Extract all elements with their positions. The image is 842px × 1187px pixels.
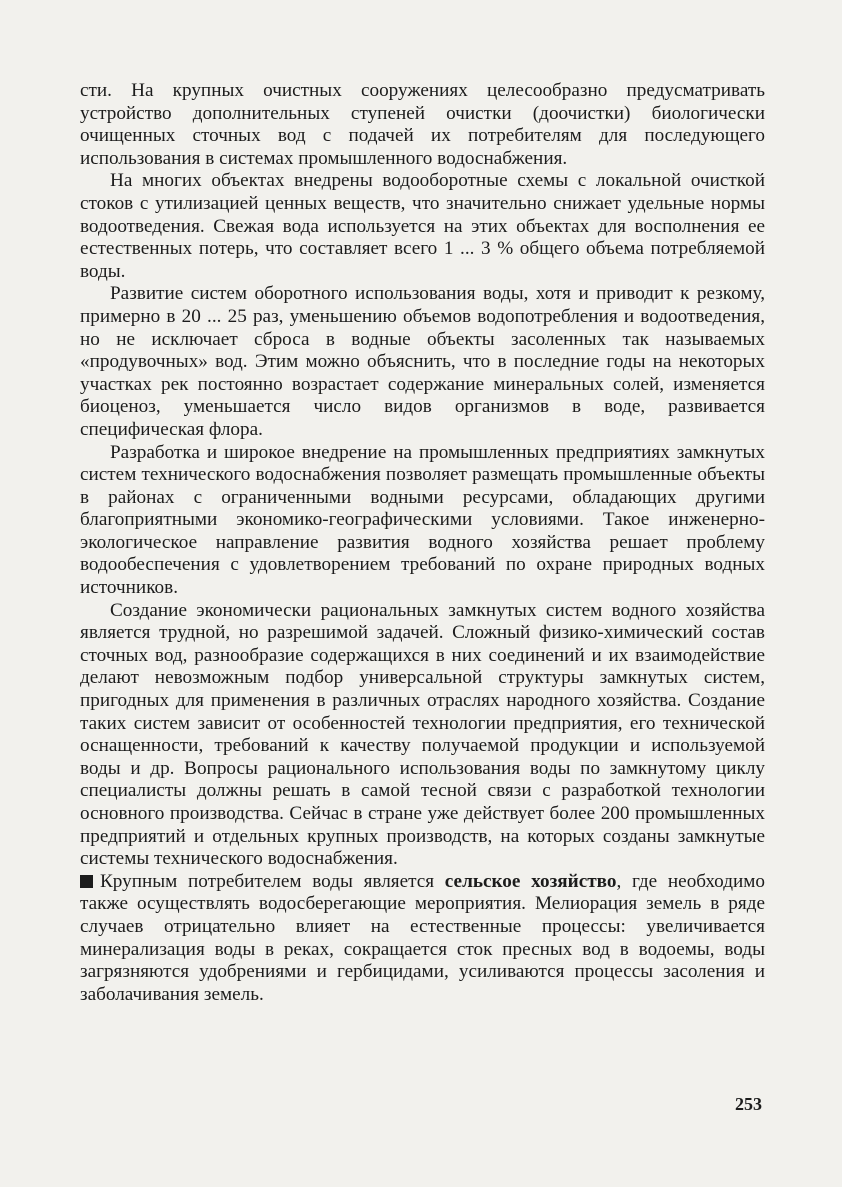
square-bullet-icon (80, 875, 93, 888)
paragraph-5: Создание экономически рациональных замкнутых систем водного хозяйства является трудной, но разрешимой задачей. Сложный физико-химический состав сточных вод, разнообразие содержащихся в них соединений и их взаимодействие делают невозможным подбор универсальной структуры замкнутых систем, пригодных для применения в различных отраслях народного хозяйства. Создание таких систем зависит от особенностей технологии предприятия, его технической оснащенности, требований к качеству получаемой продукции и используемой воды и др. Вопросы рационального использования воды по замкнутому циклу специалисты должны решать в самой тесной связи с разработкой технологии основного производства. Сейчас в стране уже действует более 200 промышленных предприятий и отдельных крупных производств, на которых созданы замкнутые системы технического водоснабжения. (80, 599, 765, 870)
paragraph-6-rest: , где необходимо также осуществлять водосберегающие мероприятия. Мелиорация земель в ряде случаев отрицательно влияет на естественные процессы: увеличивается минерализация воды в реках, сокращается сток пресных вод в водоемы, воды загрязняются удобрениями и гербицидами, усиливаются процессы засоления и заболачивания земель. (80, 870, 765, 1005)
body-text (80, 80, 765, 1006)
paragraph-3: Развитие систем оборотного использования воды, хотя и приводит к резкому, примерно в 20 ... 25 раз, уменьшению объемов водопотребления и водоотведения, но не исключает сброса в водные объекты засоленных так называемых «продувочных» вод. Этим можно объяснить, что в последние годы на некоторых участках рек постоянно возрастает содержание минеральных солей, изменяется биоценоз, уменьшается число видов организмов в воде, развивается специфическая флора. (80, 283, 765, 440)
paragraph-1: сти. На крупных очистных сооружениях целесообразно предусматривать устройство дополнительных ступеней очистки (доочистки) биологически очищенных сточных вод с подачей их потребителям для последующего использования в системах промышленного водоснабжения. (80, 80, 765, 169)
paragraph-6-start: Крупным потребителем воды является (100, 870, 445, 892)
emphasis-term: сельское хозяйство (444, 870, 617, 892)
page-number: 253 (735, 1094, 762, 1114)
paragraph-2: На многих объектах внедрены водооборотные схемы с локальной очисткой стоков с утилизацией ценных веществ, что значительно снижает удельные нормы водоотведения. Свежая вода используется на этих объектах для восполнения ее естественных потерь, что составляет всего 1 ... 3 % общего объема потребляемой воды. (80, 170, 765, 282)
paragraph-6 (80, 871, 765, 1007)
paragraph-4: Разработка и широкое внедрение на промышленных предприятиях замкнутых систем технического водоснабжения позволяет размещать промышленные объекты в районах с ограниченными водными ресурсами, обладающих другими благоприятными экономико-географическими условиями. Такое инженерно-экологическое направление развития водного хозяйства решает проблему водообеспечения с удовлетворением требований по охране природных водных источников. (80, 441, 765, 599)
